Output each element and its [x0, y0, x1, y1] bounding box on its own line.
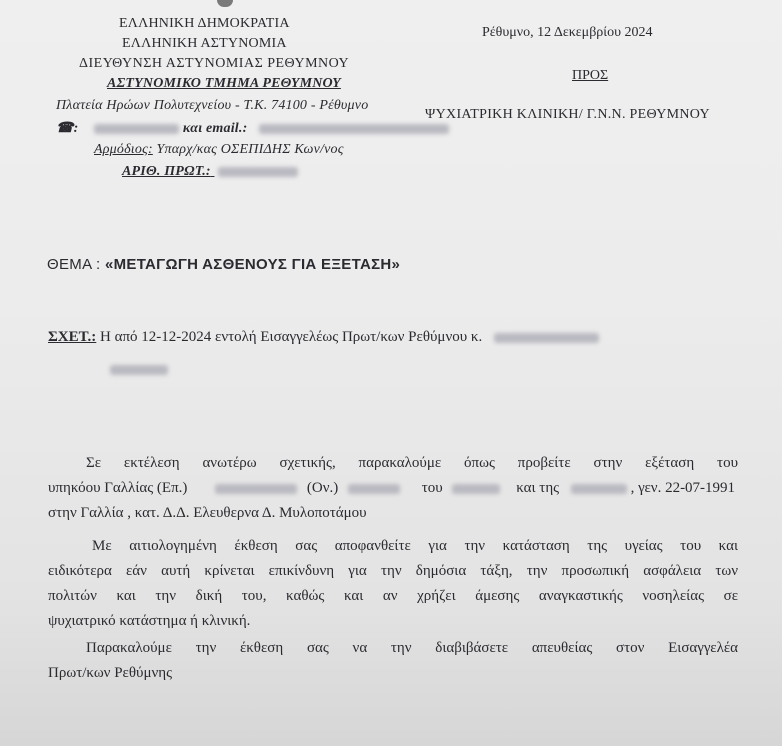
protocol-label: ΑΡΙΘ. ΠΡΩΤ.: — [122, 164, 211, 179]
p1-line1: Σε εκτέλεση ανωτέρω σχετικής, παρακαλούμε όπως προβείτε στην εξέταση του — [86, 455, 738, 471]
p3-line1: Παρακαλούμε την έκθεση σας να την διαβιβάσετε απευθείας στον Εισαγγελέα — [86, 640, 738, 656]
p1-text-b: (Ον.) — [306, 480, 339, 496]
header-address: Πλατεία Ηρώων Πολυτεχνείου - Τ.Κ. 74100 - Ρέθυμνο — [56, 98, 369, 113]
subject-text: «ΜΕΤΑΓΩΓΗ ΑΣΘΕΝΟΥΣ ΓΙΑ ΕΞΕΤΑΣΗ» — [104, 256, 401, 273]
header-republic: ΕΛΛΗΝΙΚΗ ΔΗΜΟΚΡΑΤΙΑ — [119, 16, 290, 31]
p1-line2 — [48, 480, 735, 497]
recipient: ΨΥΧΙΑΤΡΙΚΗ ΚΛΙΝΙΚΗ/ Γ.Ν.Ν. ΡΕΘΥΜΝΟΥ — [425, 107, 710, 122]
place-date: Ρέθυμνο, 12 Δεκεμβρίου 2024 — [482, 25, 653, 40]
header-directorate: ΔΙΕΥΘΥΝΣΗ ΑΣΤΥΝΟΜΙΑΣ ΡΕΘΥΜΝΟΥ — [79, 56, 350, 71]
p2-line1: Με αιτιολογημένη έκθεση σας αποφανθείτε για την κατάσταση της υγείας του και — [92, 538, 738, 554]
header-department: ΑΣΤΥΝΟΜΙΚΟ ΤΜΗΜΑ ΡΕΘΥΜΝΟΥ — [107, 76, 341, 91]
redacted-protocol — [218, 167, 298, 177]
responsible-value: Υπαρχ/κας ΟΣΕΠΙΔΗΣ Κων/νος — [156, 142, 344, 157]
phone-email-line — [56, 120, 449, 137]
redacted-phone — [94, 124, 179, 134]
phone-icon: ☎: — [56, 121, 79, 136]
redacted-email — [259, 124, 449, 134]
redacted-mother-name — [571, 484, 627, 494]
protocol-line — [122, 164, 298, 180]
redacted-first-name — [215, 484, 297, 494]
redacted-prosecutor-name — [494, 333, 599, 343]
p2-line4: ψυχιατρικό κατάστημα ή κλινική. — [48, 613, 251, 629]
p1-text-c: του — [421, 480, 443, 496]
p1-text-e: , γεν. 22-07-1991 — [630, 480, 736, 496]
p1-text-d: και της — [516, 480, 560, 496]
redacted-last-name — [348, 484, 400, 494]
subject-label: ΘΕΜΑ : — [47, 256, 101, 273]
p2-line2: ειδικότερα εάν αυτή κρίνεται επικίνδυνη για την δημόσια τάξη, την προσωπική ασφάλεια των — [48, 563, 738, 579]
reference-text: Η από 12-12-2024 εντολή Εισαγγελέως Πρωτ/κων Ρεθύμνου κ. — [100, 329, 483, 345]
subject-line — [47, 256, 400, 273]
redacted-father-name — [452, 484, 500, 494]
email-label: και email.: — [182, 121, 248, 136]
responsible-label: Αρμόδιος: — [94, 142, 153, 157]
coat-of-arms-icon — [217, 0, 233, 7]
reference-label: ΣΧΕΤ.: — [48, 329, 97, 345]
p2-line3: πολιτών και την δική του, καθώς και αν χρήζει άμεσης αναγκαστικής νοσηλείας σε — [48, 588, 738, 604]
responsible-line — [94, 142, 344, 158]
p3-line2: Πρωτ/κων Ρεθύμνης — [48, 665, 173, 681]
to-label: ΠΡΟΣ — [572, 68, 609, 83]
redacted-prosecutor-surname — [110, 365, 168, 375]
p1-text-a: υπηκόου Γαλλίας (Επ.) — [48, 480, 188, 496]
reference-line — [48, 329, 599, 346]
reference-line-2 — [110, 361, 168, 379]
p1-line3: στην Γαλλία , κατ. Δ.Δ. Ελευθερνα Δ. Μυλοποτάμου — [48, 505, 367, 521]
header-police: ΕΛΛΗΝΙΚΗ ΑΣΤΥΝΟΜΙΑ — [122, 36, 287, 51]
